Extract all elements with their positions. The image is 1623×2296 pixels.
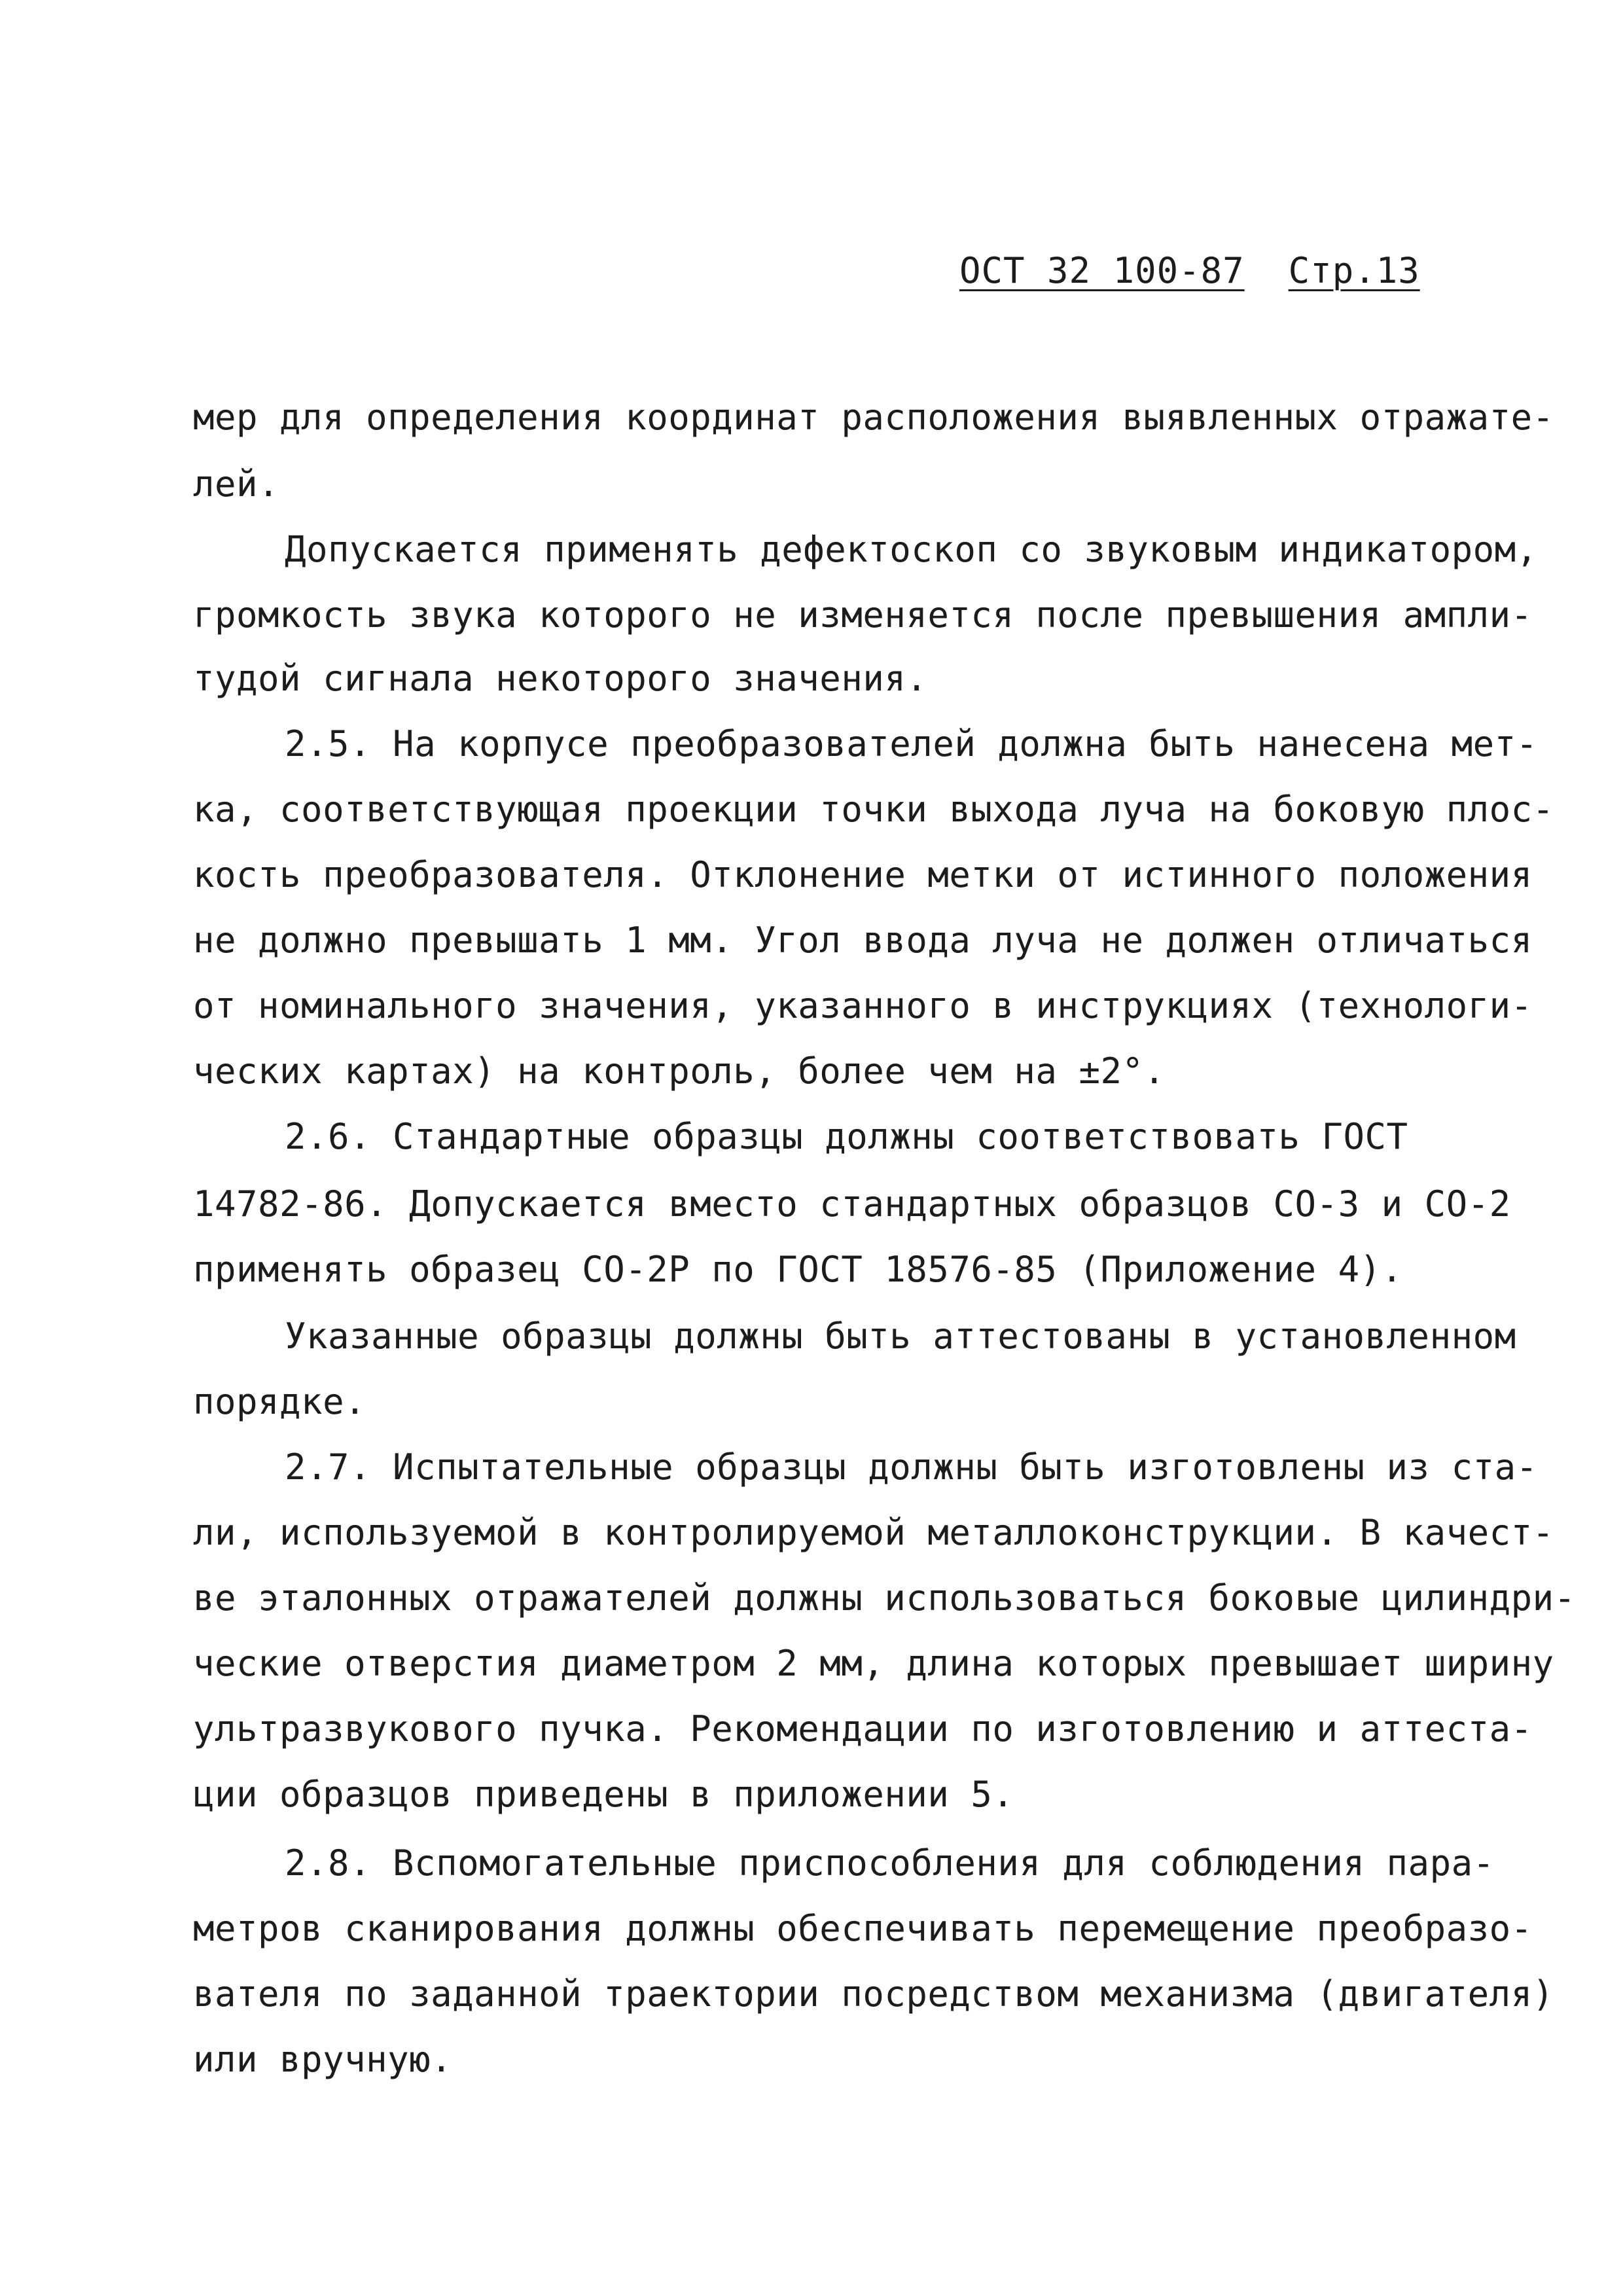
text-line: или вручную. [193,2039,453,2080]
text-line: кость преобразователя. Отклонение метки от истинного положения [193,854,1533,895]
document-code: ОСТ 32 100-87 [959,250,1245,291]
text-line: лей. [193,463,280,505]
text-line: от номинального значения, указанного в инструкциях (технологи- [193,985,1533,1026]
text-line: 14782-86. Допускается вместо стандартных образцов СО-3 и СО-2 [193,1183,1511,1225]
text-line: 2.7. Испытательные образцы должны быть изготовлены из ста- [285,1446,1538,1488]
text-line: 2.6. Стандартные образцы должны соответствовать ГОСТ [285,1116,1408,1157]
text-line: Допускается применять дефектоскоп со звуковым индикатором, [285,529,1538,570]
text-line: метров сканирования должны обеспечивать перемещение преобразо- [193,1908,1533,1949]
text-line: ультразвукового пучка. Рекомендации по изготовлению и аттеста- [193,1708,1533,1749]
text-line: порядке. [193,1381,366,1422]
text-line: вателя по заданной траектории посредством механизма (двигателя) [193,1973,1554,2015]
text-line: громкость звука которого не изменяется после превышения ампли- [193,594,1533,636]
text-line: 2.8. Вспомогательные приспособления для соблюдения пара- [285,1842,1495,1884]
text-line: ве эталонных отражателей должны использоваться боковые цилиндри- [193,1577,1576,1619]
text-line: Указанные образцы должны быть аттестованы в установленном [285,1316,1516,1357]
page-header [959,250,1420,291]
page-number: Стр.13 [1288,250,1420,291]
text-line: ка, соответствующая проекции точки выхода луча на боковую плос- [193,789,1554,830]
text-line: тудой сигнала некоторого значения. [193,658,928,699]
text-line: ли, используемой в контролируемой металлоконструкции. В качест- [193,1512,1554,1553]
text-line: мер для определения координат расположения выявленных отражате- [193,397,1554,438]
text-line: применять образец СО-2Р по ГОСТ 18576-85 (Приложение 4). [193,1249,1403,1290]
text-line: ции образцов приведены в приложении 5. [193,1774,1014,1815]
text-line: 2.5. На корпусе преобразователей должна быть нанесена мет- [285,723,1538,764]
text-line: ческих картах) на контроль, более чем на ±2°. [193,1050,1166,1092]
text-line: не должно превышать 1 мм. Угол ввода луча не должен отличаться [193,920,1533,961]
text-line: ческие отверстия диаметром 2 мм, длина которых превышает ширину [193,1643,1554,1684]
